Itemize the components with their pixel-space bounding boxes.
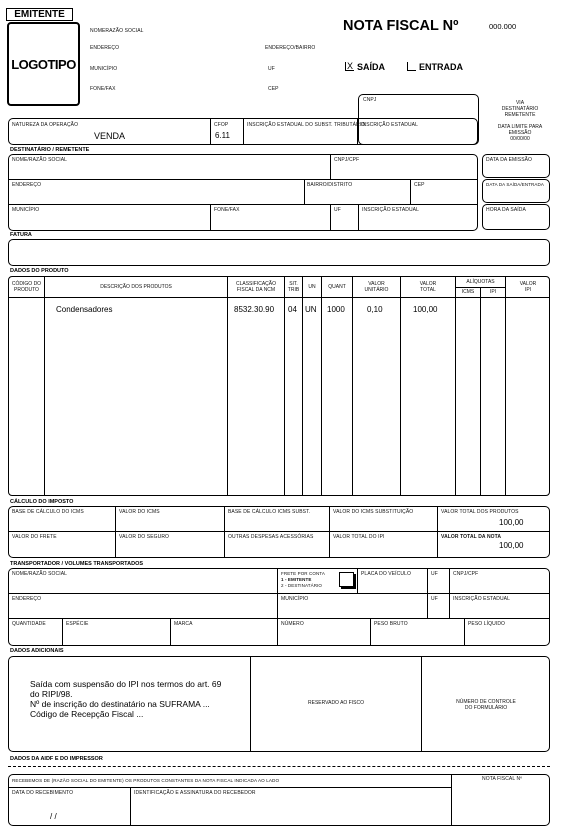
nota-fiscal-number: 000.000 xyxy=(489,22,517,31)
label-placa: PLACA DO VEÍCULO xyxy=(361,571,411,577)
label-total-produtos: VALOR TOTAL DOS PRODUTOS xyxy=(441,509,519,515)
adicionais-title: DADOS ADICIONAIS xyxy=(10,648,64,654)
reservado-fisco: RESERVADO AO FISCO xyxy=(308,700,364,706)
destinatario-title: DESTINATÁRIO / REMETENTE xyxy=(10,147,90,153)
col-st: SIT. TRIB xyxy=(287,281,300,293)
transportador-box xyxy=(8,568,550,646)
label-transp-nome: NOME/RAZÃO SOCIAL xyxy=(12,571,68,577)
label-valor-subst: VALOR DO ICMS SUBSTITUIÇÃO xyxy=(333,509,414,515)
col-classificacao: CLASSIFICAÇÃO FISCAL DA NCM xyxy=(235,281,276,293)
row-st: 04 xyxy=(288,305,297,314)
saida-label: SAÍDA xyxy=(357,62,386,72)
produtos-title: DADOS DO PRODUTO xyxy=(10,268,69,274)
frete-checkbox[interactable] xyxy=(339,572,354,587)
adicionais-line: Nº de inscrição do destinatário na SUFRAMA ... xyxy=(30,699,210,709)
label-dest-endereco: ENDEREÇO xyxy=(12,182,42,188)
col-qtd: QUANT xyxy=(328,284,346,290)
natureza-value: VENDA xyxy=(94,131,126,141)
fatura-title: FATURA xyxy=(10,232,32,238)
entrada-checkbox[interactable] xyxy=(407,62,416,71)
label-dest-cnpj: CNPJ/CPF xyxy=(334,157,360,163)
total-produtos-value: 100,00 xyxy=(499,518,524,527)
transportador-title: TRANSPORTADOR / VOLUMES TRANSPORTADOS xyxy=(10,561,144,567)
label-frete-emitente: 1 - EMITENTE xyxy=(281,577,312,582)
label-especie: ESPÉCIE xyxy=(66,621,89,627)
label-transp-uf: UF xyxy=(431,571,438,577)
label-dest-municipio: MUNICÍPIO xyxy=(12,207,40,213)
label-data-recebimento: DATA DO RECEBIMENTO xyxy=(12,790,74,796)
label-canhoto-nota: NOTA FISCAL Nº xyxy=(482,776,523,782)
data-limite: DATA LIMITE PARA EMISSÃO 00/00/00 xyxy=(497,124,543,142)
entrada-label: ENTRADA xyxy=(419,62,463,72)
label-frete: VALOR DO FRETE xyxy=(12,534,57,540)
label-data-emissao: DATA DA EMISSÃO xyxy=(486,157,533,163)
label-transp-municipio: MUNICÍPIO xyxy=(281,596,309,602)
label-transp-ie: INSCRIÇÃO ESTADUAL xyxy=(453,596,510,602)
label-quantidade: QUANTIDADE xyxy=(12,621,46,627)
row-unitario: 0,10 xyxy=(367,305,383,314)
label-natureza: NATUREZA DA OPERAÇÃO xyxy=(12,122,79,128)
label-peso-liquido: PESO LÍQUIDO xyxy=(468,621,506,627)
label-marca: MARCA xyxy=(174,621,193,627)
label-endereco: ENDEREÇO xyxy=(90,45,120,51)
col-aliquotas: ALÍQUOTAS xyxy=(466,279,495,285)
col-total: VALOR TOTAL xyxy=(419,281,437,293)
col-un: UN xyxy=(308,284,316,290)
numero-controle: NÚMERO DE CONTROLE DO FORMULÁRIO xyxy=(456,699,516,711)
label-endereco-bairro: ENDEREÇO/BAIRRO xyxy=(265,45,316,51)
fatura-box xyxy=(8,239,550,266)
label-cep: CEP xyxy=(268,86,279,92)
label-ipi-total: VALOR TOTAL DO IPI xyxy=(333,534,385,540)
destinatario-box xyxy=(8,154,478,231)
cfop-value: 6.11 xyxy=(215,131,230,140)
adicionais-line: do RIPI/98. xyxy=(30,689,73,699)
label-hora-saida: HORA DA SAÍDA xyxy=(486,207,526,213)
label-base-icms: BASE DE CÁLCULO DO ICMS xyxy=(12,509,84,515)
label-base-subst: BASE DE CÁLCULO ICMS SUBST. xyxy=(228,509,311,515)
label-uf: UF xyxy=(268,66,275,72)
label-despesas: OUTRAS DESPESAS ACESSÓRIAS xyxy=(228,534,314,540)
label-recebemos: RECEBEMOS DE (RAZÃO SOCIAL DO EMITENTE) OS PRODUTOS CONSTANTES DA NOTA FISCAL INDICADA AO LADO xyxy=(12,778,280,783)
data-recebimento-value: / / xyxy=(50,812,57,821)
label-frete-destinatario: 2 - DESTINATÁRIO xyxy=(281,583,323,588)
col-codigo: CÓDIGO DO PRODUTO xyxy=(11,281,42,293)
label-ie: INSCRIÇÃO ESTADUAL xyxy=(361,122,418,128)
label-dest-nome: NOME/RAZÃO SOCIAL xyxy=(12,157,68,163)
label-dest-uf: UF xyxy=(334,207,341,213)
label-peso-bruto: PESO BRUTO xyxy=(374,621,408,627)
row-total: 100,00 xyxy=(413,305,438,314)
label-numero: NÚMERO xyxy=(281,621,304,627)
label-dest-bairro: BAIRRO/DISTRITO xyxy=(307,182,353,188)
emitente-label: EMITENTE xyxy=(6,8,73,21)
logo: LOGOTIPO xyxy=(7,22,80,106)
label-nome: NOMERAZÃO SOCIAL xyxy=(90,28,144,34)
label-dest-cep: CEP xyxy=(414,182,425,188)
col-unitario: VALOR UNITÁRIO xyxy=(364,281,389,293)
label-cfop: CFOP xyxy=(214,122,229,128)
label-ie-subst: INSCRIÇÃO ESTADUAL DO SUBST. TRIBUTÁRIO xyxy=(247,122,366,128)
impressor-title: DADOS DA AIDF E DO IMPRESSOR xyxy=(10,756,103,762)
label-cnpj: CNPJ xyxy=(363,97,377,103)
adicionais-text xyxy=(30,679,221,719)
col-ipi: IPI xyxy=(489,289,497,295)
adicionais-line: Saída com suspensão do IPI nos termos do art. 69 xyxy=(30,679,222,689)
imposto-title: CÁLCULO DO IMPOSTO xyxy=(10,499,74,505)
label-dest-fone: FONE/FAX xyxy=(214,207,240,213)
label-transp-endereco: ENDEREÇO xyxy=(12,596,42,602)
label-identificacao: IDENTIFICAÇÃO E ASSINATURA DO RECEBEDOR xyxy=(134,790,256,796)
row-un: UN xyxy=(305,305,317,314)
col-icms: ICMS xyxy=(461,289,475,295)
label-frete-conta: FRETE POR CONTA xyxy=(281,571,325,576)
label-transp-cnpj: CNPJ/CPF xyxy=(453,571,479,577)
label-dest-ie: INSCRIÇÃO ESTADUAL xyxy=(362,207,419,213)
adicionais-line: Código de Recepção Fiscal ... xyxy=(30,709,144,719)
label-seguro: VALOR DO SEGURO xyxy=(119,534,170,540)
label-valor-icms: VALOR DO ICMS xyxy=(119,509,160,515)
label-total-nota: VALOR TOTAL DA NOTA xyxy=(441,534,502,540)
label-data-saida: DATA DA SAÍDA/ENTRADA xyxy=(486,182,544,187)
row-qtd: 1000 xyxy=(327,305,345,314)
label-transp-uf2: UF xyxy=(431,596,438,602)
label-municipio: MUNICÍPIO xyxy=(90,66,118,72)
col-valor-ipi: VALOR IPI xyxy=(519,281,537,293)
saida-checkbox[interactable]: X xyxy=(346,61,353,71)
row-descricao: Condensadores xyxy=(56,305,113,314)
via-note: VIA DESTINATÁRIO REMETENTE xyxy=(501,100,539,118)
nota-fiscal-title: NOTA FISCAL Nº xyxy=(343,18,459,34)
total-nota-value: 100,00 xyxy=(499,541,524,550)
row-classificacao: 8532.30.90 xyxy=(234,305,275,314)
col-descricao: DESCRIÇÃO DOS PRODUTOS xyxy=(100,284,172,290)
label-fone: FONE/FAX xyxy=(90,86,116,92)
